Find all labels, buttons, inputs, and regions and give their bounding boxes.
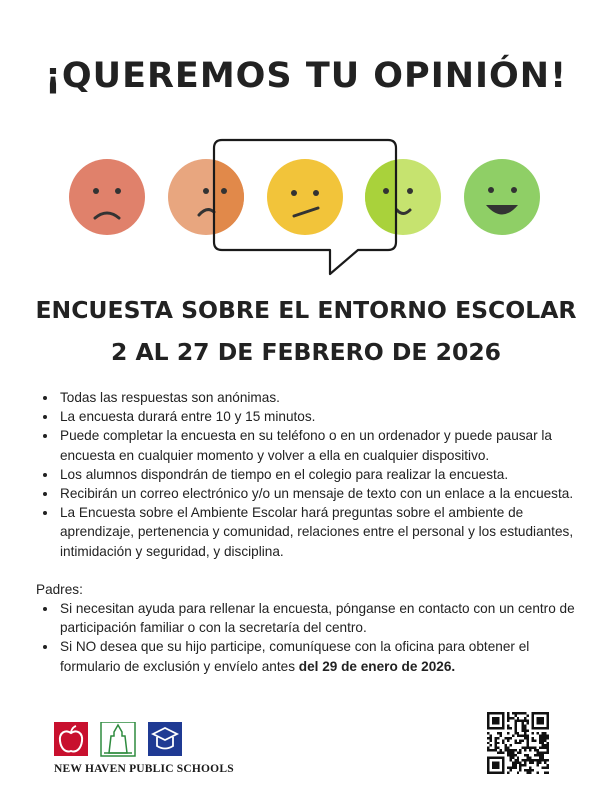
very-unhappy-face-icon xyxy=(69,159,145,235)
list-item xyxy=(58,637,584,675)
page-title: ¡QUEREMOS TU OPINIÓN! xyxy=(44,56,568,96)
unhappy-face-icon xyxy=(168,159,244,235)
happy-face-icon xyxy=(365,159,441,235)
list-item: • Si necesitan ayuda para rellenar la encuesta, pónganse en contacto con un centro de participación familiar o con la secretaría del centro. xyxy=(58,599,584,637)
info-list xyxy=(36,388,584,561)
survey-dates: 2 AL 27 DE FEBRERO DE 2026 xyxy=(110,338,502,366)
list-item: • La encuesta durará entre 10 y 15 minutos. xyxy=(58,407,584,426)
very-happy-face-icon xyxy=(464,159,540,235)
list-item: • Recibirán un correo electrónico y/o un mensaje de texto con un enlace a la encuesta. xyxy=(58,484,584,503)
parents-list xyxy=(36,599,584,676)
list-item: • Todas las respuestas son anónimas. xyxy=(58,388,584,407)
survey-info xyxy=(36,388,584,676)
neutral-face-icon xyxy=(267,159,343,235)
emoji-rating-scale xyxy=(0,136,612,281)
deadline-date: del 29 de enero de 2026. xyxy=(298,658,456,674)
list-item: • La Encuesta sobre el Ambiente Escolar hará preguntas sobre el ambiente de aprendizaje, pertenencia y comunidad, relaciones entre el personal y los estudiantes, intimidación y seguridad, y disciplina. xyxy=(58,503,584,561)
survey-title: ENCUESTA SOBRE EL ENTORNO ESCOLAR xyxy=(35,296,577,324)
tower-icon xyxy=(101,722,135,756)
parents-label: Padres: xyxy=(36,581,83,597)
list-item: • Los alumnos dispondrán de tiempo en el colegio para realizar la encuesta. xyxy=(58,465,584,484)
list-item: • Puede completar la encuesta en su teléfono o en un ordenador y puede pausar la encuesta en cualquier momento y volver a ella en cualquier dispositivo. xyxy=(58,426,584,464)
list-item-text: Si NO desea que su hijo participe, comuníquese con la oficina para obtener el formulario de exclusión y envíelo antes xyxy=(60,639,530,674)
district-name: NEW HAVEN PUBLIC SCHOOLS xyxy=(54,763,234,775)
qr-code-icon[interactable] xyxy=(487,712,549,774)
